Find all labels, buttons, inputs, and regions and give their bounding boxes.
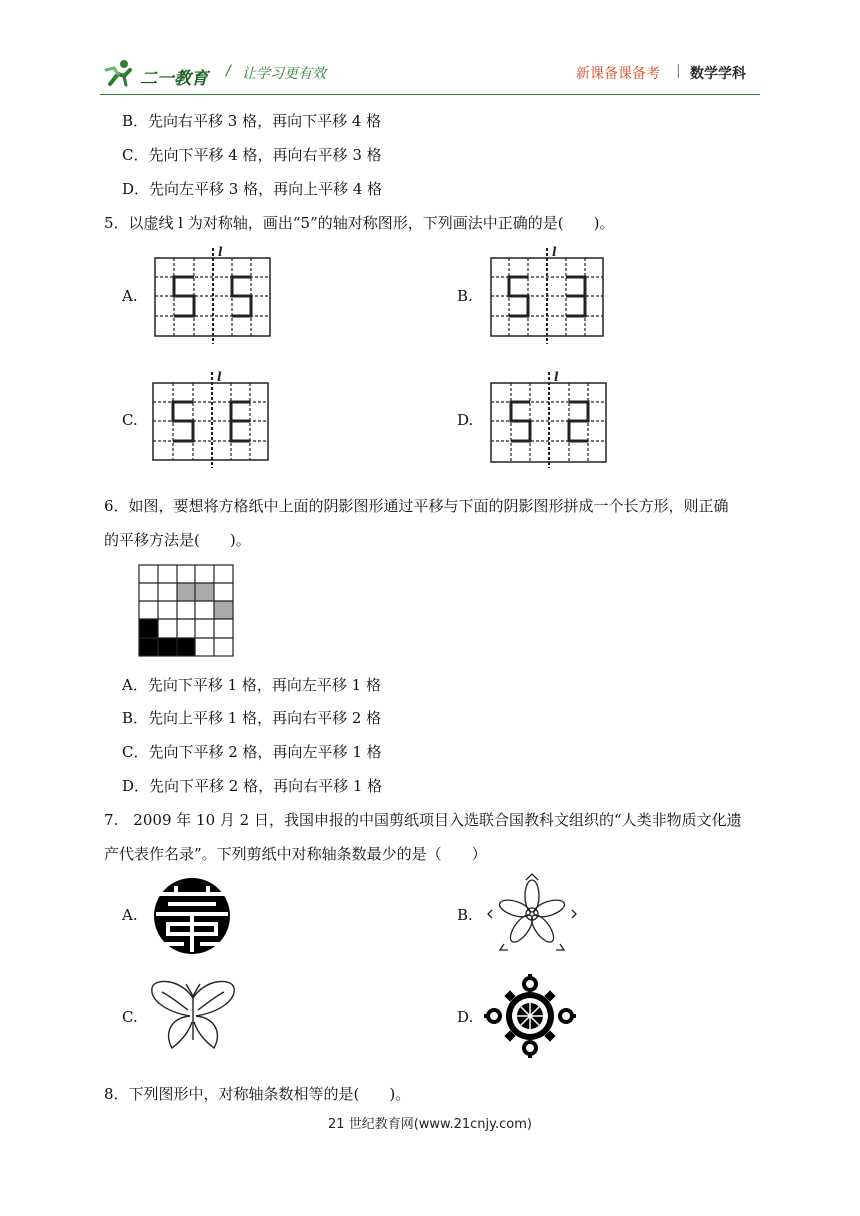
logo-text: 二一教育 xyxy=(140,69,208,89)
slogan: 让学习更有效 xyxy=(242,66,326,82)
header-separator: | xyxy=(676,63,681,79)
q7-stem-line2: 产代表作名录”。下列剪纸中对称轴条数最少的是（ ） xyxy=(104,845,487,863)
axis-label: l xyxy=(554,370,559,384)
q4-option-b: B．先向右平移 3 格，再向下平移 4 格 xyxy=(122,112,382,130)
q7-label-d: D. xyxy=(457,1008,474,1026)
q8-stem: 8．下列图形中，对称轴条数相等的是( )。 xyxy=(104,1085,411,1103)
q7-label-a: A. xyxy=(122,906,138,924)
q5-label-c: C. xyxy=(122,411,138,429)
q7-label-b: B. xyxy=(457,906,473,924)
q6-option-c: C．先向下平移 2 格，再向左平移 1 格 xyxy=(122,743,382,761)
axis-label: l xyxy=(217,370,222,384)
q4-option-d: D．先向左平移 3 格，再向上平移 4 格 xyxy=(122,180,383,198)
q6-stem-line2: 的平移方法是( )。 xyxy=(104,531,251,549)
q5-figure-b xyxy=(488,244,608,348)
q7-stem-line1: 7. 2009 年 10 月 2 日，我国申报的中国剪纸项目入选联合国教科文组织的“人类非物质文化遗 xyxy=(104,811,742,829)
ornament-papercut-icon xyxy=(484,972,576,1060)
q6-stem-line1: 6．如图，要想将方格纸中上面的阴影图形通过平移与下面的阴影图形拼成一个长方形，则正确 xyxy=(104,497,729,515)
q6-option-d: D．先向下平移 2 格，再向右平移 1 格 xyxy=(122,777,383,795)
runner-logo-icon xyxy=(102,58,136,88)
header-subject: 数学学科 xyxy=(690,66,746,82)
q5-stem: 5．以虚线 l 为对称轴，画出“5”的轴对称图形，下列画法中正确的是( )。 xyxy=(104,214,615,232)
q6-option-a: A．先向下平移 1 格，再向左平移 1 格 xyxy=(122,676,381,694)
q7-label-c: C. xyxy=(122,1008,138,1026)
q5-label-d: D. xyxy=(457,411,474,429)
q4-option-c: C．先向下平移 4 格，再向右平移 3 格 xyxy=(122,146,382,164)
header-right-text: 新课备课备考 xyxy=(576,66,660,82)
q5-label-a: A. xyxy=(122,287,138,305)
q5-figure-d xyxy=(486,368,612,472)
q5-figure-c xyxy=(150,368,274,472)
header-slash: / xyxy=(226,63,231,79)
axis-label: l xyxy=(552,245,557,259)
page-footer: 21 世纪教育网(www.21cnjy.com) xyxy=(328,1117,532,1132)
q6-option-b: B．先向上平移 1 格，再向右平移 2 格 xyxy=(122,709,382,727)
flower-papercut-icon xyxy=(486,872,578,956)
q5-figure-a xyxy=(152,244,276,348)
q6-grid-figure xyxy=(138,565,234,659)
q5-label-b: B. xyxy=(457,287,473,305)
butterfly-papercut-icon xyxy=(150,978,236,1054)
double-happiness-papercut-icon xyxy=(152,876,232,956)
header-rule xyxy=(100,94,760,95)
axis-label: l xyxy=(218,245,223,259)
